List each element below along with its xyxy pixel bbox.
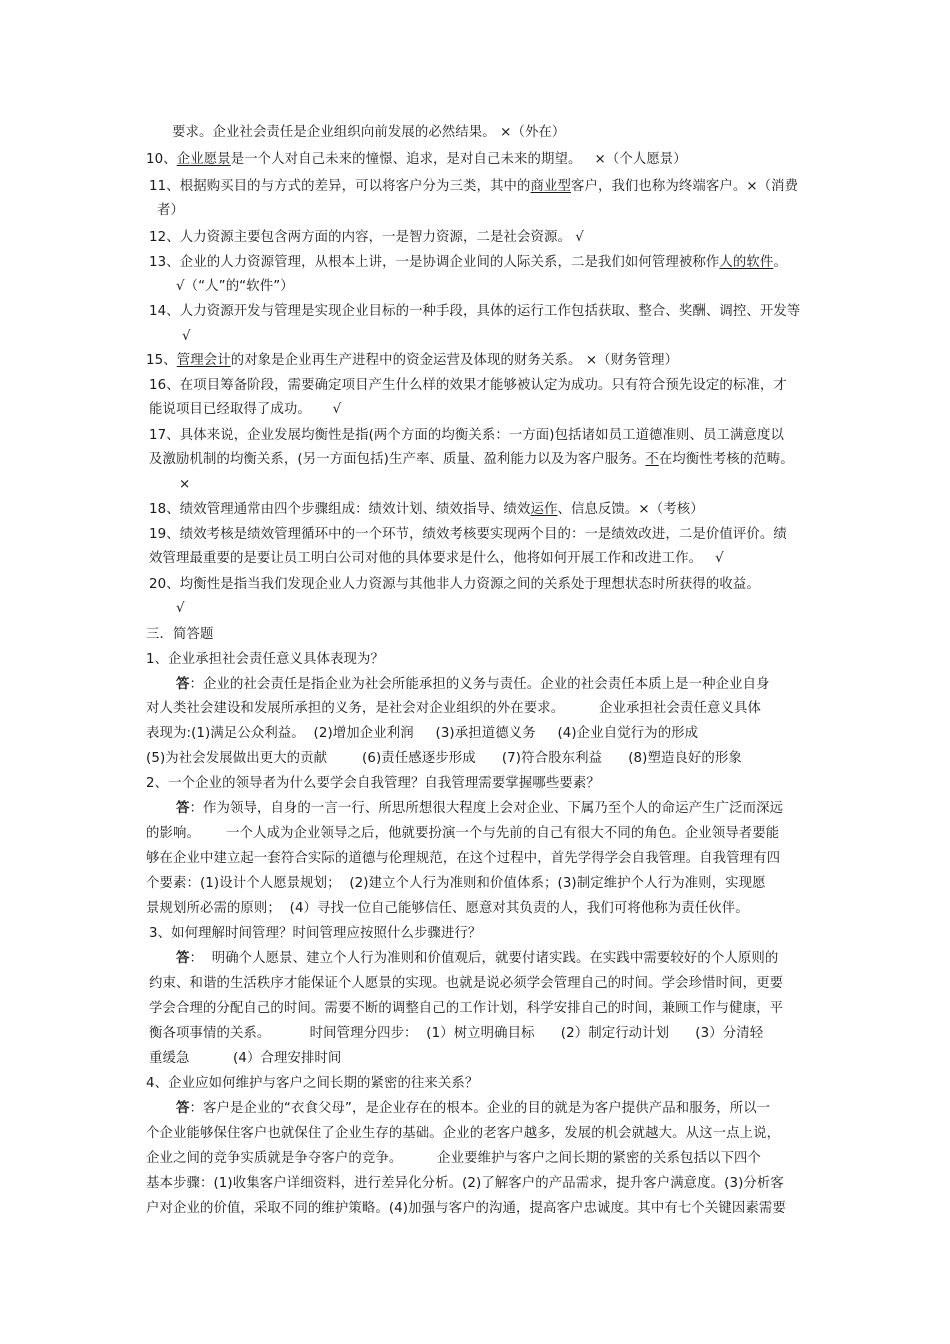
underlined-term: 人的软件 (719, 255, 774, 270)
text-segment: 11、根据购买目的与方式的差异，可以将客户分为三类，其中的 (149, 179, 531, 194)
text-segment: 够在企业中建立起一套符合实际的道德与伦理规范，在这个过程中，首先学得学会自我管理。自我管理有四 (146, 851, 781, 866)
text-line (146, 151, 687, 169)
text-line (149, 401, 341, 419)
text-segment: 客户，我们也称为终端客户。×（消费 (570, 179, 799, 194)
text-line (149, 451, 794, 469)
text-segment: 三．简答题 (146, 627, 214, 642)
text-line (149, 925, 481, 943)
text-line (176, 950, 778, 968)
text-line (146, 850, 780, 868)
text-segment: 景规划所必需的原则； (4）寻找一位自己能够信任、愿意对其负责的人，我们可将他称为责任伙伴。 (146, 901, 749, 916)
text-segment: 10、 (146, 152, 177, 167)
text-line (149, 178, 798, 196)
text-line (176, 278, 294, 296)
text-line (146, 1125, 780, 1143)
text-segment: √ (176, 601, 185, 616)
text-segment: 企业之间的竞争实质就是争夺客户的竞争。 企业要维护与客户之间长期的紧密的关系包括以下四个 (146, 1151, 761, 1166)
text-segment: 、信息反馈。×（考核） (557, 502, 704, 517)
text-line (146, 1075, 478, 1093)
text-segment: 重缓急 (4）合理安排时间 (149, 1051, 342, 1066)
text-line (149, 427, 784, 445)
text-line (146, 1175, 784, 1193)
answer-label: 答 (176, 677, 190, 692)
text-segment: 18、绩效管理通常由四个步骤组成：绩效计划、绩效指导、绩效 (149, 502, 531, 517)
text-segment: 者） (157, 203, 184, 218)
text-segment: 2、一个企业的领导者为什么要学会自我管理？自我管理需要掌握哪些要素？ (146, 776, 600, 791)
text-segment: 表现为:(1)满足公众利益。 (2)增加企业利润 (3)承担道德义务 (4)企业自觉行为的形成 (146, 726, 699, 741)
text-segment: 12、人力资源主要包含两方面的内容，一是智力资源，二是社会资源。 √ (149, 230, 584, 245)
text-segment: 约束、和谐的生活秩序才能保证个人愿景的实现。也就是说必须学会管理自己的时间。学会珍惜时间，更要 (149, 976, 784, 991)
text-line (146, 750, 742, 768)
text-line (146, 700, 761, 718)
underlined-term: 运作 (530, 502, 558, 517)
text-segment: √ (182, 329, 191, 344)
text-segment: ：企业的社会责任是指企业为社会所能承担的义务与责任。企业的社会责任本质上是一种企业自身 (189, 677, 770, 692)
text-line (149, 254, 787, 272)
text-segment: 要求。企业社会责任是企业组织向前发展的必然结果。 ×（外在） (172, 125, 566, 140)
text-line (149, 1000, 783, 1018)
text-segment: 对人类社会建设和发展所承担的义务，是社会对企业组织的外在要求。 企业承担社会责任意义具体 (146, 701, 761, 716)
text-segment: 在均衡性考核的范畴。 (658, 452, 794, 467)
text-line (149, 975, 783, 993)
text-segment: 基本步骤：(1)收集客户详细资料，进行差异化分析。(2)了解客户的产品需求，提升客户满意度。(3)分析客 (146, 1176, 784, 1191)
underlined-term: 商业型 (530, 179, 571, 194)
text-segment: 的对象是企业再生产进程中的资金运营及体现的财务关系。 ×（财务管理） (230, 353, 679, 368)
answer-label: 答 (176, 801, 190, 816)
text-segment: 是一个人对自己未来的憧憬、追求，是对自己未来的期望。 ×（个人愿景） (230, 152, 687, 167)
text-segment: ：作为领导，自身的一言一行、所思所想很大程度上会对企业、下属乃至个人的命运产生广泛而深远 (189, 801, 784, 816)
text-segment: 17、具体来说，企业发展均衡性是指(两个方面的均衡关系：一方面)包括诸如员工道德准则、员工满意度以 (149, 428, 784, 443)
text-segment: 4、企业应如何维护与客户之间长期的紧密的往来关系？ (146, 1076, 479, 1091)
text-line (146, 1150, 761, 1168)
text-line (146, 775, 600, 793)
text-line (172, 124, 565, 142)
text-segment: 3、如何理解时间管理？时间管理应按照什么步骤进行？ (149, 926, 482, 941)
answer-label: 答 (176, 951, 190, 966)
text-segment: 衡各项事情的关系。 时间管理分四步： (1）树立明确目标 (2）制定行动计划 (3）分清轻 (149, 1026, 764, 1041)
text-segment: 16、在项目筹备阶段，需要确定项目产生什么样的效果才能够被认定为成功。只有符合预先设定的标准，才 (149, 378, 787, 393)
text-line (182, 328, 191, 346)
text-segment: 效管理最重要的是要让员工明白公司对他的具体要求是什么，他将如何开展工作和改进工作。 √ (149, 551, 724, 566)
text-line (146, 900, 749, 918)
text-segment: 13、企业的人力资源管理，从根本上讲，一是协调企业间的人际关系，二是我们如何管理被称作 (149, 255, 720, 270)
text-line (149, 1050, 341, 1068)
text-line (176, 600, 185, 618)
text-segment: × (179, 477, 191, 492)
text-line (149, 229, 584, 247)
text-segment: 。 (773, 255, 787, 270)
answer-label: 答 (176, 1101, 190, 1116)
text-line (179, 476, 190, 494)
text-line (146, 352, 678, 370)
text-line (176, 1100, 770, 1118)
text-line (149, 526, 787, 544)
text-segment: 20、均衡性是指当我们发现企业人力资源与其他非人力资源之间的关系处于理想状态时所获得的收益。 (149, 577, 760, 592)
text-line (146, 1200, 786, 1218)
text-segment: 及激励机制的均衡关系，(另一方面包括)生产率、质量、盈利能力以及为客户服务。 (149, 452, 646, 467)
underlined-term: 企业愿景 (176, 152, 231, 167)
text-segment: 户对企业的价值，采取不同的维护策略。(4)加强与客户的沟通，提高客户忠诚度。其中有七个关键因素需要 (146, 1201, 786, 1216)
text-line (149, 501, 704, 519)
text-line (149, 377, 787, 395)
text-segment: 学会合理的分配自己的时间。需要不断的调整自己的工作计划，科学安排自己的时间，兼顾工作与健康，平 (149, 1001, 784, 1016)
underlined-term: 管理会计 (176, 353, 231, 368)
text-line (157, 202, 184, 220)
text-line (149, 576, 760, 594)
text-segment: (5)为社会发展做出更大的贡献 (6)责任感逐步形成 (7)符合股东利益 (8)塑造良好的形象 (146, 751, 742, 766)
text-line (176, 800, 783, 818)
text-segment: 14、人力资源开发与管理是实现企业目标的一种手段，具体的运行工作包括获取、整合、奖酬、调控、开发等 (149, 304, 801, 319)
text-line (146, 825, 779, 843)
text-line (146, 626, 213, 644)
text-line (146, 875, 766, 893)
text-segment: √（“人”的“软件”） (176, 279, 294, 294)
text-segment: ：客户是企业的“衣食父母”，是企业存在的根本。企业的目的就是为客户提供产品和服务，所以一 (189, 1101, 771, 1116)
text-segment: 19、绩效考核是绩效管理循环中的一个环节，绩效考核要实现两个目的：一是绩效改进，二是价值评价。绩 (149, 527, 787, 542)
text-line (149, 550, 724, 568)
text-line (176, 676, 770, 694)
text-line (149, 303, 800, 321)
text-segment: 个企业能够保住客户也就保住了企业生存的基础。企业的老客户越多，发展的机会就越大。从这一点上说， (146, 1126, 781, 1141)
text-line (149, 1025, 763, 1043)
text-segment: 1、企业承担社会责任意义具体表现为？ (146, 652, 384, 667)
text-segment: 能说项目已经取得了成功。 √ (149, 402, 342, 417)
underlined-term: 不 (645, 452, 659, 467)
text-segment: 15、 (146, 353, 177, 368)
text-line (146, 725, 698, 743)
text-segment: ： 明确个人愿景、建立个人行为准则和价值观后，就要付诸实践。在实践中需要较好的个人原则的 (189, 951, 779, 966)
text-segment: 个要素：(1)设计个人愿景规划； (2)建立个人行为准则和价值体系；(3)制定维护个人行为准则，实现愿 (146, 876, 766, 891)
text-segment: 的影响。 一个人成为企业领导之后，他就要扮演一个与先前的自己有很大不同的角色。企业领导者要能 (146, 826, 780, 841)
text-line (146, 651, 384, 669)
